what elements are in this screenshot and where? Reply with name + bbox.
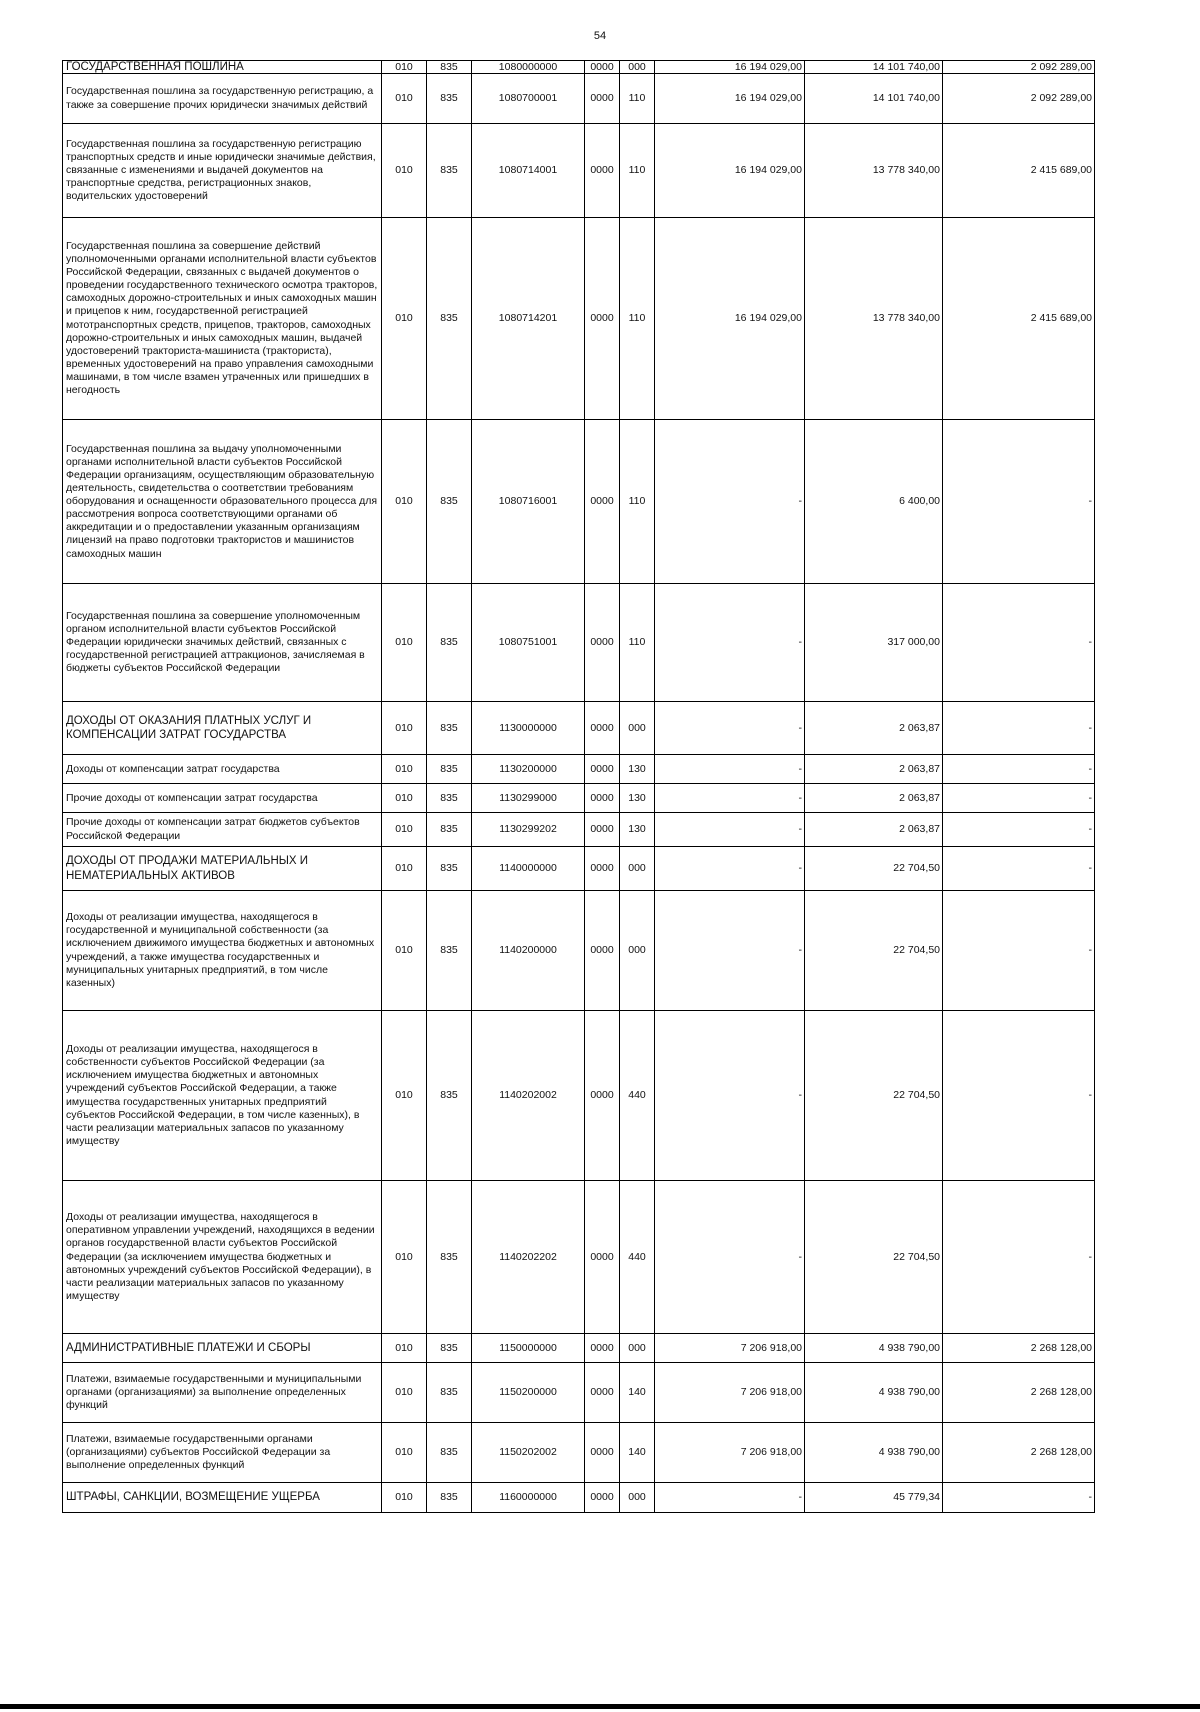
code-cell-5: 140 <box>620 1423 655 1483</box>
code-cell-4: 0000 <box>585 755 620 784</box>
value-cell-2: 13 778 340,00 <box>805 218 943 420</box>
code-cell-2: 835 <box>427 755 472 784</box>
table-row <box>63 584 1095 702</box>
value-cell-3: 2 092 289,00 <box>943 74 1095 124</box>
value-cell-3: 2 268 128,00 <box>943 1363 1095 1423</box>
code-cell-5: 110 <box>620 420 655 584</box>
value-cell-1: - <box>655 1483 805 1513</box>
code-cell-3: 1080714001 <box>472 124 585 218</box>
value-cell-1: - <box>655 420 805 584</box>
code-cell-1: 010 <box>382 755 427 784</box>
code-cell-3: 1160000000 <box>472 1483 585 1513</box>
row-name-cell: Платежи, взимаемые государственными и муниципальными органами (организациями) за выполнение определенных функций <box>63 1363 382 1423</box>
code-cell-2: 835 <box>427 1011 472 1181</box>
value-cell-2: 22 704,50 <box>805 891 943 1011</box>
code-cell-1: 010 <box>382 847 427 891</box>
code-cell-4: 0000 <box>585 1011 620 1181</box>
code-cell-5: 000 <box>620 891 655 1011</box>
code-cell-5: 000 <box>620 702 655 755</box>
code-cell-3: 1080716001 <box>472 420 585 584</box>
value-cell-1: 16 194 029,00 <box>655 218 805 420</box>
value-cell-1: - <box>655 1011 805 1181</box>
code-cell-2: 835 <box>427 74 472 124</box>
code-cell-5: 110 <box>620 124 655 218</box>
value-cell-1: - <box>655 1181 805 1334</box>
code-cell-5: 130 <box>620 813 655 847</box>
table-row <box>63 891 1095 1011</box>
code-cell-1: 010 <box>382 218 427 420</box>
value-cell-2: 13 778 340,00 <box>805 124 943 218</box>
value-cell-1: 7 206 918,00 <box>655 1334 805 1363</box>
row-name-cell: Государственная пошлина за совершение уполномоченным органом исполнительной власти субъектов Российской Федерации юридически значимых действий, связанных с государственной регистрацией аттракционов, зачисляемая в бюджеты субъектов Российской Федерации <box>63 584 382 702</box>
value-cell-3: 2 268 128,00 <box>943 1334 1095 1363</box>
code-cell-5: 140 <box>620 1363 655 1423</box>
table-row <box>63 1363 1095 1423</box>
value-cell-3: - <box>943 702 1095 755</box>
code-cell-2: 835 <box>427 813 472 847</box>
code-cell-3: 1130299000 <box>472 784 585 813</box>
row-name-cell: Доходы от компенсации затрат государства <box>63 755 382 784</box>
value-cell-2: 6 400,00 <box>805 420 943 584</box>
code-cell-3: 1080700001 <box>472 74 585 124</box>
table-row <box>63 124 1095 218</box>
value-cell-1: - <box>655 891 805 1011</box>
code-cell-1: 010 <box>382 813 427 847</box>
code-cell-2: 835 <box>427 847 472 891</box>
value-cell-1: - <box>655 784 805 813</box>
table-row <box>63 1483 1095 1513</box>
table-row <box>63 61 1095 74</box>
row-name-cell: ШТРАФЫ, САНКЦИИ, ВОЗМЕЩЕНИЕ УЩЕРБА <box>63 1483 382 1513</box>
code-cell-5: 110 <box>620 584 655 702</box>
code-cell-2: 835 <box>427 218 472 420</box>
code-cell-1: 010 <box>382 1483 427 1513</box>
code-cell-4: 0000 <box>585 420 620 584</box>
row-name-cell: Государственная пошлина за государственную регистрацию, а также за совершение прочих юридически значимых действий <box>63 74 382 124</box>
value-cell-2: 317 000,00 <box>805 584 943 702</box>
code-cell-5: 000 <box>620 847 655 891</box>
code-cell-2: 835 <box>427 1483 472 1513</box>
code-cell-5: 440 <box>620 1011 655 1181</box>
row-name-cell: Доходы от реализации имущества, находящегося в собственности субъектов Российской Федерации (за исключением имущества бюджетных и автономных учреждений субъектов Российской Федерации, а также имущества государственных унитарных предприятий субъектов Российской Федерации, в том числе казенных), в части реализации материальных запасов по указанному имуществу <box>63 1011 382 1181</box>
code-cell-2: 835 <box>427 1363 472 1423</box>
row-name-cell: Платежи, взимаемые государственными органами (организациями) субъектов Российской Федерации за выполнение определенных функций <box>63 1423 382 1483</box>
code-cell-3: 1140202202 <box>472 1181 585 1334</box>
code-cell-1: 010 <box>382 1363 427 1423</box>
row-name-cell: ДОХОДЫ ОТ ПРОДАЖИ МАТЕРИАЛЬНЫХ И НЕМАТЕРИАЛЬНЫХ АКТИВОВ <box>63 847 382 891</box>
code-cell-5: 440 <box>620 1181 655 1334</box>
code-cell-1: 010 <box>382 420 427 584</box>
code-cell-3: 1150000000 <box>472 1334 585 1363</box>
table-row <box>63 702 1095 755</box>
table-row <box>63 847 1095 891</box>
code-cell-4: 0000 <box>585 74 620 124</box>
code-cell-1: 010 <box>382 61 427 74</box>
table-row <box>63 813 1095 847</box>
table-row <box>63 755 1095 784</box>
code-cell-1: 010 <box>382 124 427 218</box>
code-cell-5: 000 <box>620 1334 655 1363</box>
code-cell-2: 835 <box>427 1423 472 1483</box>
row-name-cell: Доходы от реализации имущества, находящегося в государственной и муниципальной собственности (за исключением движимого имущества бюджетных и автономных учреждений, а также имущества государственных и муниципальных унитарных предприятий, в том числе казенных) <box>63 891 382 1011</box>
value-cell-2: 2 063,87 <box>805 784 943 813</box>
code-cell-3: 1080714201 <box>472 218 585 420</box>
value-cell-1: - <box>655 584 805 702</box>
value-cell-1: - <box>655 702 805 755</box>
value-cell-2: 22 704,50 <box>805 1011 943 1181</box>
table-row <box>63 218 1095 420</box>
row-name-cell: ГОСУДАРСТВЕННАЯ ПОШЛИНА <box>63 61 382 74</box>
value-cell-3: - <box>943 1181 1095 1334</box>
value-cell-3: 2 268 128,00 <box>943 1423 1095 1483</box>
value-cell-2: 45 779,34 <box>805 1483 943 1513</box>
code-cell-1: 010 <box>382 1423 427 1483</box>
code-cell-4: 0000 <box>585 1483 620 1513</box>
code-cell-2: 835 <box>427 124 472 218</box>
code-cell-3: 1080751001 <box>472 584 585 702</box>
value-cell-3: - <box>943 891 1095 1011</box>
row-name-cell: АДМИНИСТРАТИВНЫЕ ПЛАТЕЖИ И СБОРЫ <box>63 1334 382 1363</box>
value-cell-2: 2 063,87 <box>805 813 943 847</box>
value-cell-1: 16 194 029,00 <box>655 74 805 124</box>
bottom-edge-line <box>0 1704 1200 1709</box>
row-name-cell: Государственная пошлина за выдачу уполномоченными органами исполнительной власти субъектов Российской Федерации организациям, осуществляющим образовательную деятельность, свидетельства о соответствии требованиям оборудования и оснащенности образовательного процесса для рассмотрения вопроса соответствующими органами об аккредитации и о предоставлении указанным организациям лицензий на право подготовки трактористов и машинистов самоходных машин <box>63 420 382 584</box>
code-cell-3: 1130000000 <box>472 702 585 755</box>
code-cell-4: 0000 <box>585 584 620 702</box>
value-cell-3: 2 415 689,00 <box>943 124 1095 218</box>
code-cell-2: 835 <box>427 61 472 74</box>
value-cell-3: 2 092 289,00 <box>943 61 1095 74</box>
code-cell-1: 010 <box>382 1011 427 1181</box>
code-cell-2: 835 <box>427 891 472 1011</box>
table-row <box>63 1181 1095 1334</box>
code-cell-5: 110 <box>620 74 655 124</box>
row-name-cell: Прочие доходы от компенсации затрат государства <box>63 784 382 813</box>
code-cell-4: 0000 <box>585 1181 620 1334</box>
code-cell-1: 010 <box>382 584 427 702</box>
code-cell-4: 0000 <box>585 813 620 847</box>
value-cell-3: - <box>943 847 1095 891</box>
code-cell-4: 0000 <box>585 702 620 755</box>
code-cell-5: 130 <box>620 784 655 813</box>
code-cell-2: 835 <box>427 1181 472 1334</box>
code-cell-1: 010 <box>382 74 427 124</box>
code-cell-1: 010 <box>382 1334 427 1363</box>
value-cell-1: 7 206 918,00 <box>655 1423 805 1483</box>
value-cell-2: 14 101 740,00 <box>805 61 943 74</box>
code-cell-3: 1140000000 <box>472 847 585 891</box>
row-name-cell: Доходы от реализации имущества, находящегося в оперативном управлении учреждений, находящихся в ведении органов государственной власти субъектов Российской Федерации (за исключением имущества бюджетных и автономных учреждений субъектов Российской Федерации), в части реализации материальных запасов по указанному имуществу <box>63 1181 382 1334</box>
value-cell-1: - <box>655 755 805 784</box>
code-cell-4: 0000 <box>585 1363 620 1423</box>
table-row <box>63 1334 1095 1363</box>
code-cell-3: 1140200000 <box>472 891 585 1011</box>
value-cell-3: 2 415 689,00 <box>943 218 1095 420</box>
value-cell-3: - <box>943 420 1095 584</box>
value-cell-3: - <box>943 755 1095 784</box>
code-cell-4: 0000 <box>585 784 620 813</box>
code-cell-2: 835 <box>427 420 472 584</box>
code-cell-1: 010 <box>382 891 427 1011</box>
value-cell-2: 4 938 790,00 <box>805 1334 943 1363</box>
value-cell-2: 2 063,87 <box>805 702 943 755</box>
code-cell-3: 1140202002 <box>472 1011 585 1181</box>
value-cell-3: - <box>943 813 1095 847</box>
value-cell-2: 4 938 790,00 <box>805 1363 943 1423</box>
row-name-cell: ДОХОДЫ ОТ ОКАЗАНИЯ ПЛАТНЫХ УСЛУГ И КОМПЕНСАЦИИ ЗАТРАТ ГОСУДАРСТВА <box>63 702 382 755</box>
code-cell-4: 0000 <box>585 124 620 218</box>
value-cell-3: - <box>943 584 1095 702</box>
value-cell-2: 2 063,87 <box>805 755 943 784</box>
code-cell-3: 1130299202 <box>472 813 585 847</box>
code-cell-4: 0000 <box>585 61 620 74</box>
code-cell-3: 1150202002 <box>472 1423 585 1483</box>
value-cell-3: - <box>943 1483 1095 1513</box>
code-cell-2: 835 <box>427 1334 472 1363</box>
page-number: 54 <box>593 30 607 42</box>
code-cell-3: 1150200000 <box>472 1363 585 1423</box>
table-row <box>63 1423 1095 1483</box>
code-cell-5: 000 <box>620 1483 655 1513</box>
value-cell-3: - <box>943 1011 1095 1181</box>
table-row <box>63 784 1095 813</box>
row-name-cell: Государственная пошлина за государственную регистрацию транспортных средств и иные юридически значимые действия, связанные с изменениями и выдачей документов на транспортные средства, регистрационных знаков, водительских удостоверений <box>63 124 382 218</box>
code-cell-1: 010 <box>382 784 427 813</box>
table-row <box>63 1011 1095 1181</box>
code-cell-1: 010 <box>382 702 427 755</box>
budget-table <box>62 60 1095 1513</box>
code-cell-2: 835 <box>427 702 472 755</box>
code-cell-4: 0000 <box>585 1334 620 1363</box>
value-cell-2: 14 101 740,00 <box>805 74 943 124</box>
code-cell-5: 110 <box>620 218 655 420</box>
row-name-cell: Государственная пошлина за совершение действий уполномоченными органами исполнительной власти субъектов Российской Федерации, связанных с выдачей документов о проведении государственного технического осмотра тракторов, самоходных дорожно-строительных и иных самоходных машин и прицепов к ним, государственной регистрацией мототранспортных средств, прицепов, тракторов, самоходных дорожно-строительных и иных самоходных машин, выдачей удостоверений тракториста-машиниста (тракториста), временных удостоверений на право управления самоходными машинами, в том числе взамен утраченных или пришедших в негодность <box>63 218 382 420</box>
value-cell-1: - <box>655 847 805 891</box>
value-cell-1: 16 194 029,00 <box>655 124 805 218</box>
value-cell-2: 4 938 790,00 <box>805 1423 943 1483</box>
table-row <box>63 420 1095 584</box>
code-cell-2: 835 <box>427 584 472 702</box>
row-name-cell: Прочие доходы от компенсации затрат бюджетов субъектов Российской Федерации <box>63 813 382 847</box>
value-cell-1: 7 206 918,00 <box>655 1363 805 1423</box>
code-cell-2: 835 <box>427 784 472 813</box>
value-cell-2: 22 704,50 <box>805 1181 943 1334</box>
value-cell-1: 16 194 029,00 <box>655 61 805 74</box>
code-cell-5: 130 <box>620 755 655 784</box>
code-cell-4: 0000 <box>585 1423 620 1483</box>
value-cell-3: - <box>943 784 1095 813</box>
code-cell-4: 0000 <box>585 847 620 891</box>
code-cell-5: 000 <box>620 61 655 74</box>
value-cell-1: - <box>655 813 805 847</box>
code-cell-4: 0000 <box>585 218 620 420</box>
code-cell-3: 1080000000 <box>472 61 585 74</box>
code-cell-4: 0000 <box>585 891 620 1011</box>
code-cell-1: 010 <box>382 1181 427 1334</box>
value-cell-2: 22 704,50 <box>805 847 943 891</box>
table-row <box>63 74 1095 124</box>
code-cell-3: 1130200000 <box>472 755 585 784</box>
